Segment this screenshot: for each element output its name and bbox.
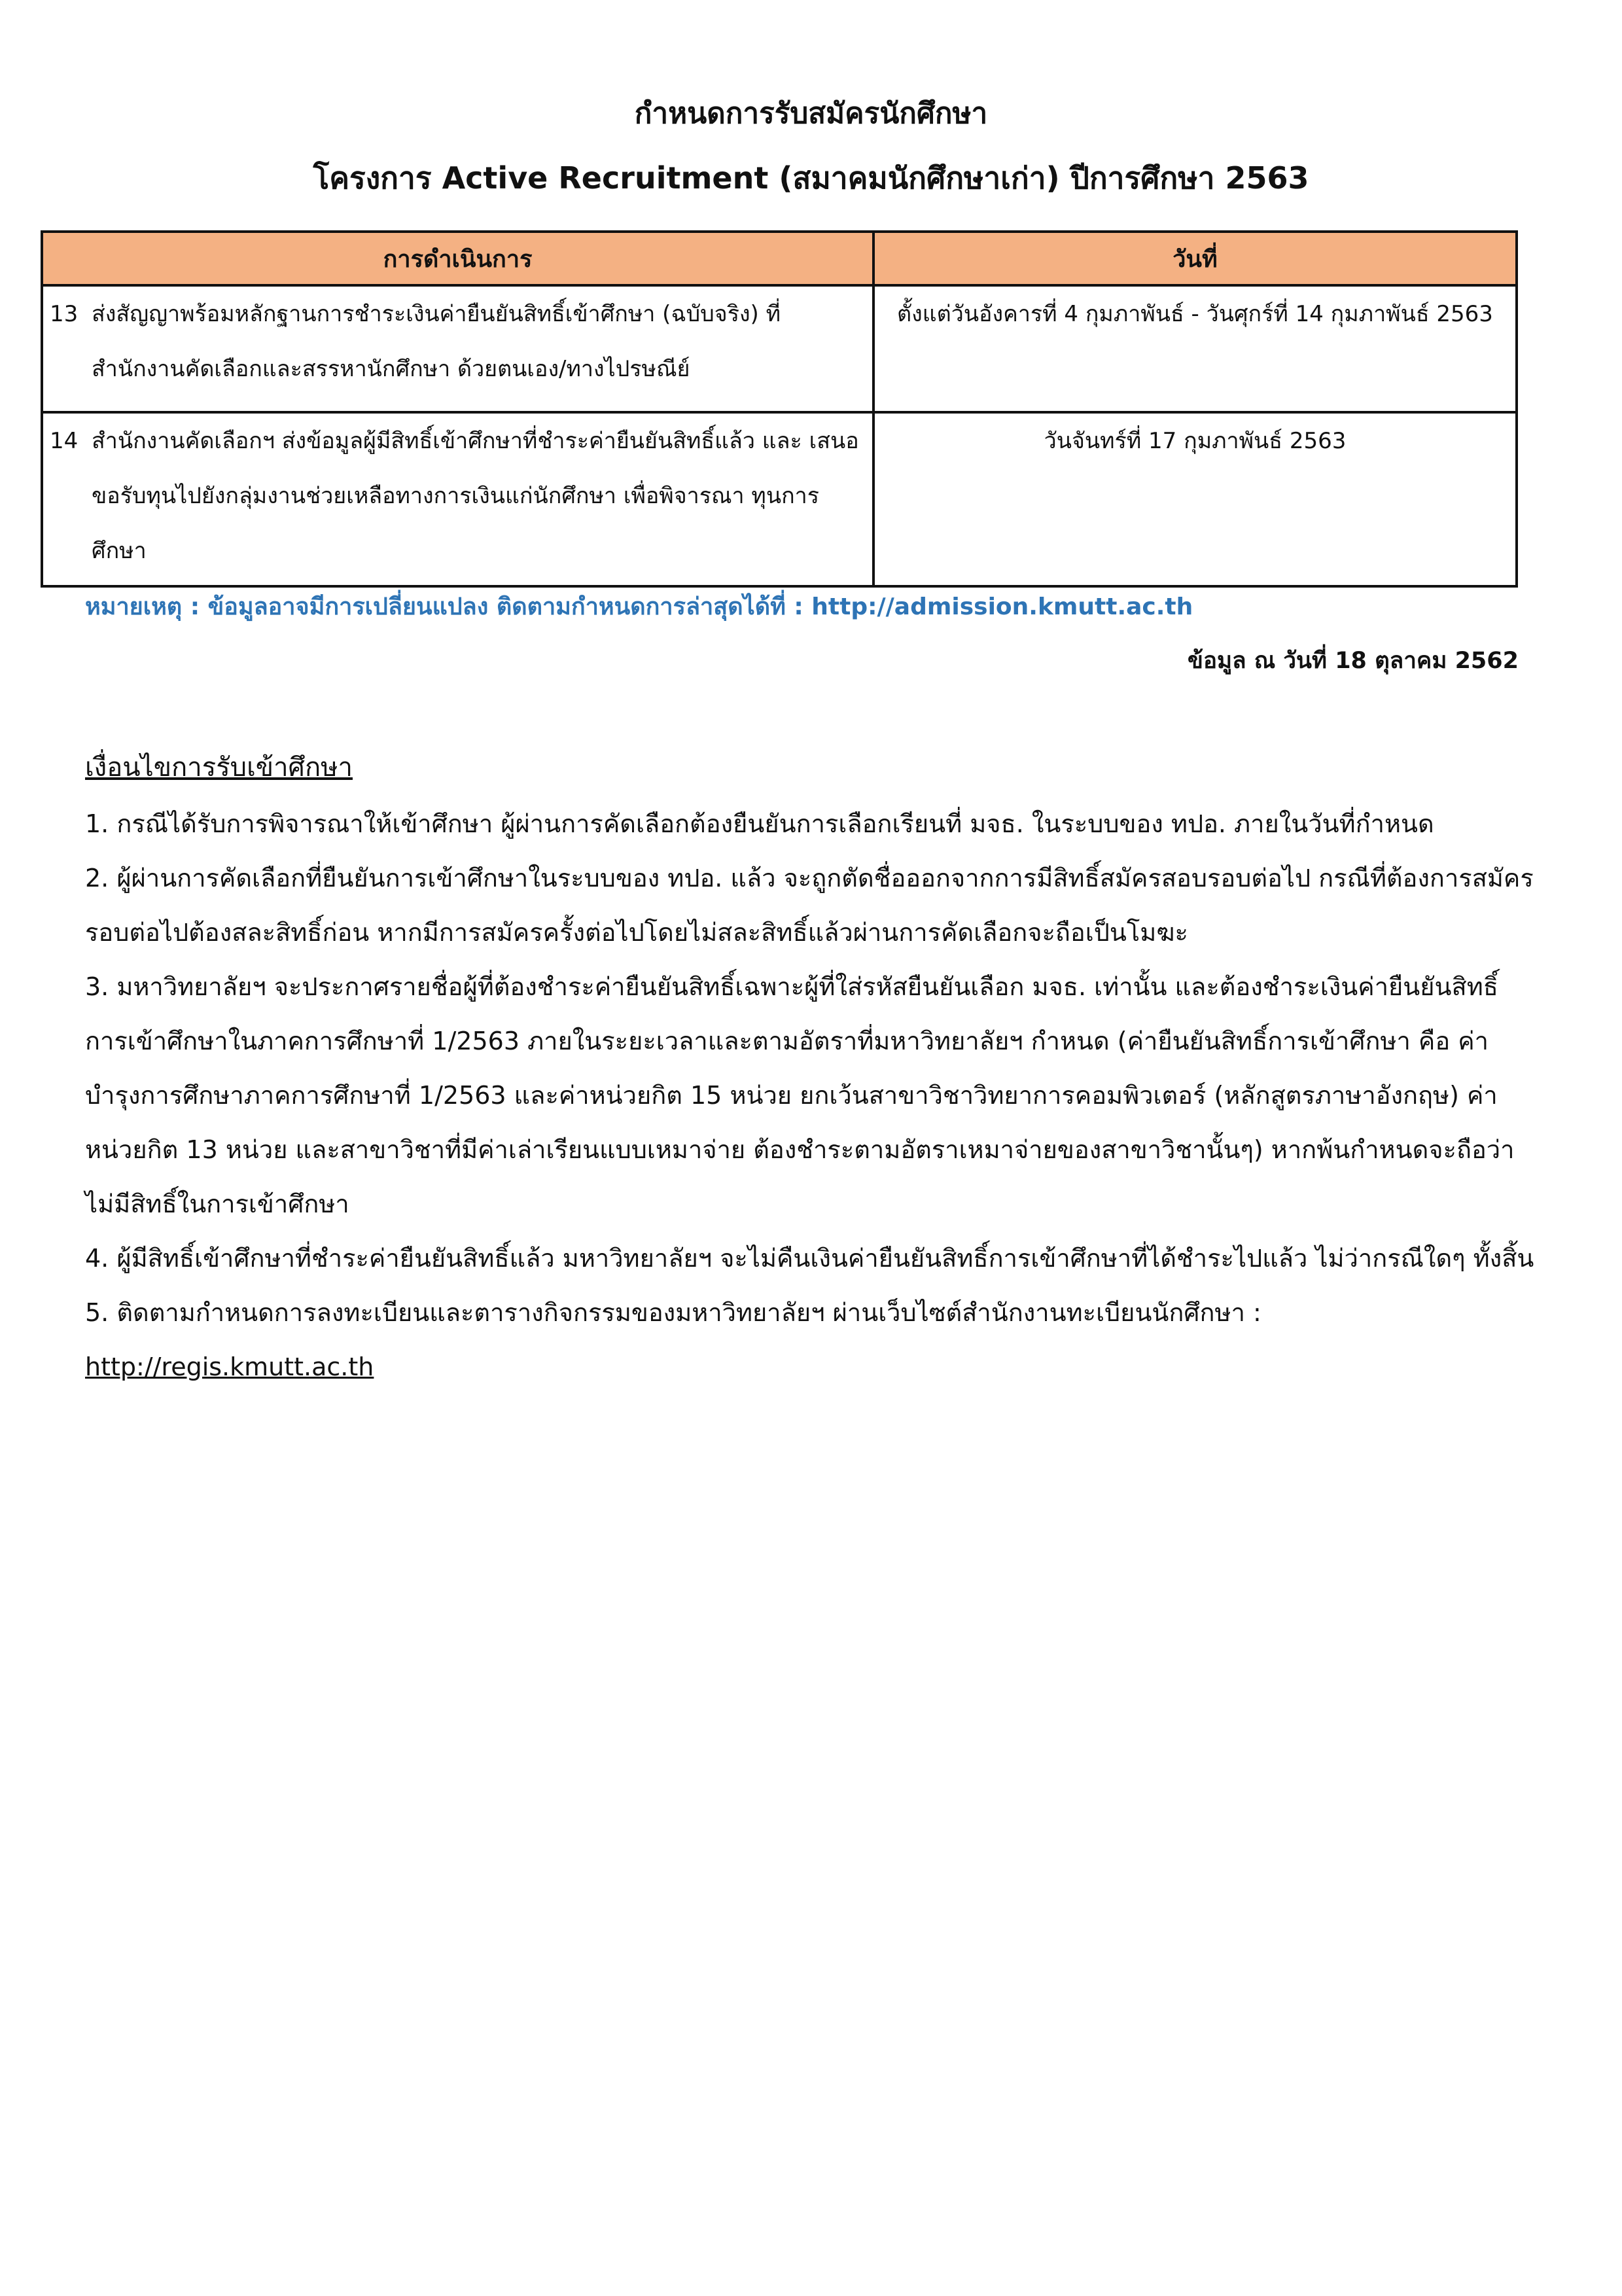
action-text: สำนักงานคัดเลือกฯ ส่งข้อมูลผู้มีสิทธิ์เข้าศึกษาที่ชำระค่ายืนยันสิทธิ์แล้ว และ เสนอขอรับทุนไปยังกลุ่มงานช่วยเหลือทางการเงินแก่นักศึกษา เพื่อพิจารณา ทุนการศึกษา xyxy=(92,428,859,564)
date-cell: วันจันทร์ที่ 17 กุมภาพันธ์ 2563 xyxy=(873,412,1517,586)
conditions-heading: เงื่อนไขการรับเข้าศึกษา xyxy=(85,752,353,783)
action-cell xyxy=(42,412,873,586)
step-number: 13 xyxy=(50,301,79,327)
action-text: ส่งสัญญาพร้อมหลักฐานการชำระเงินค่ายืนยันสิทธิ์เข้าศึกษา (ฉบับจริง) ที่ สำนักงานคัดเลือกและสรรหานักศึกษา ด้วยตนเอง/ทางไปรษณีย์ xyxy=(92,301,781,382)
remark-note: หมายเหตุ : ข้อมูลอาจมีการเปลี่ยนแปลง ติดตามกำหนดการล่าสุดได้ที่ : http://admission.kmutt.ac.th xyxy=(85,593,1193,620)
condition-item: 3. มหาวิทยาลัยฯ จะประกาศรายชื่อผู้ที่ต้องชำระค่ายืนยันสิทธิ์เฉพาะผู้ที่ใส่รหัสยืนยันเลือก มจธ. เท่านั้น และต้องชำระเงินค่ายืนยันสิทธิ์การเข้าศึกษาในภาคการศึกษาที่ 1/2563 ภายในระยะเวลาและตามอัตราที่มหาวิทยาลัยฯ กำหนด (ค่ายืนยันสิทธิ์การเข้าศึกษา คือ ค่าบำรุงการศึกษาภาคการศึกษาที่ 1/2563 และค่าหน่วยกิต 15 หน่วย ยกเว้นสาขาวิชาวิทยาการคอมพิวเตอร์ (หลักสูตรภาษาอังกฤษ) ค่าหน่วยกิต 13 หน่วย และสาขาวิชาที่มีค่าเล่าเรียนแบบเหมาจ่าย ต้องชำระตามอัตราเหมาจ่ายของสาขาวิชานั้นๆ) หากพ้นกำหนดจะถือว่าไม่มีสิทธิ์ในการเข้าศึกษา xyxy=(85,972,1515,1218)
condition-item: 5. ติดตามกำหนดการลงทะเบียนและตารางกิจกรรมของมหาวิทยาลัยฯ ผ่านเว็บไซต์สำนักงานทะเบียนนักศึกษา : xyxy=(85,1298,1261,1327)
registration-link[interactable]: http://regis.kmutt.ac.th xyxy=(85,1352,374,1381)
conditions-list xyxy=(85,797,1538,1394)
condition-item: 2. ผู้ผ่านการคัดเลือกที่ยืนยันการเข้าศึกษาในระบบของ ทปอ. แล้ว จะถูกตัดชื่อออกจากการมีสิทธิ์สมัครสอบรอบต่อไป กรณีที่ต้องการสมัครรอบต่อไปต้องสละสิทธิ์ก่อน หากมีการสมัครครั้งต่อไปโดยไม่สละสิทธิ์แล้วผ่านการคัดเลือกจะถือเป็นโมฆะ xyxy=(85,864,1534,947)
condition-item: 4. ผู้มีสิทธิ์เข้าศึกษาที่ชำระค่ายืนยันสิทธิ์แล้ว มหาวิทยาลัยฯ จะไม่คืนเงินค่ายืนยันสิทธิ์การเข้าศึกษาที่ได้ชำระไปแล้ว ไม่ว่ากรณีใดๆ ทั้งสิ้น xyxy=(85,1244,1534,1273)
column-header-date: วันที่ xyxy=(873,232,1517,285)
condition-item: 1. กรณีได้รับการพิจารณาให้เข้าศึกษา ผู้ผ่านการคัดเลือกต้องยืนยันการเลือกเรียนที่ มจธ. ในระบบของ ทปอ. ภายในวันที่กำหนด xyxy=(85,809,1434,838)
document-subtitle: โครงการ Active Recruitment (สมาคมนักศึกษาเก่า) ปีการศึกษา 2563 xyxy=(313,160,1309,196)
document-title: กำหนดการรับสมัครนักศึกษา xyxy=(634,97,988,130)
table-row xyxy=(42,412,1517,586)
date-cell: ตั้งแต่วันอังคารที่ 4 กุมภาพันธ์ - วันศุกร์ที่ 14 กุมภาพันธ์ 2563 xyxy=(873,285,1517,412)
data-as-of-date: ข้อมูล ณ วันที่ 18 ตุลาคม 2562 xyxy=(1188,648,1519,674)
column-header-action: การดำเนินการ xyxy=(42,232,873,285)
step-number: 14 xyxy=(50,428,79,454)
table-row xyxy=(42,285,1517,412)
action-cell xyxy=(42,285,873,412)
table-header-row xyxy=(42,232,1517,285)
schedule-table xyxy=(41,230,1518,588)
